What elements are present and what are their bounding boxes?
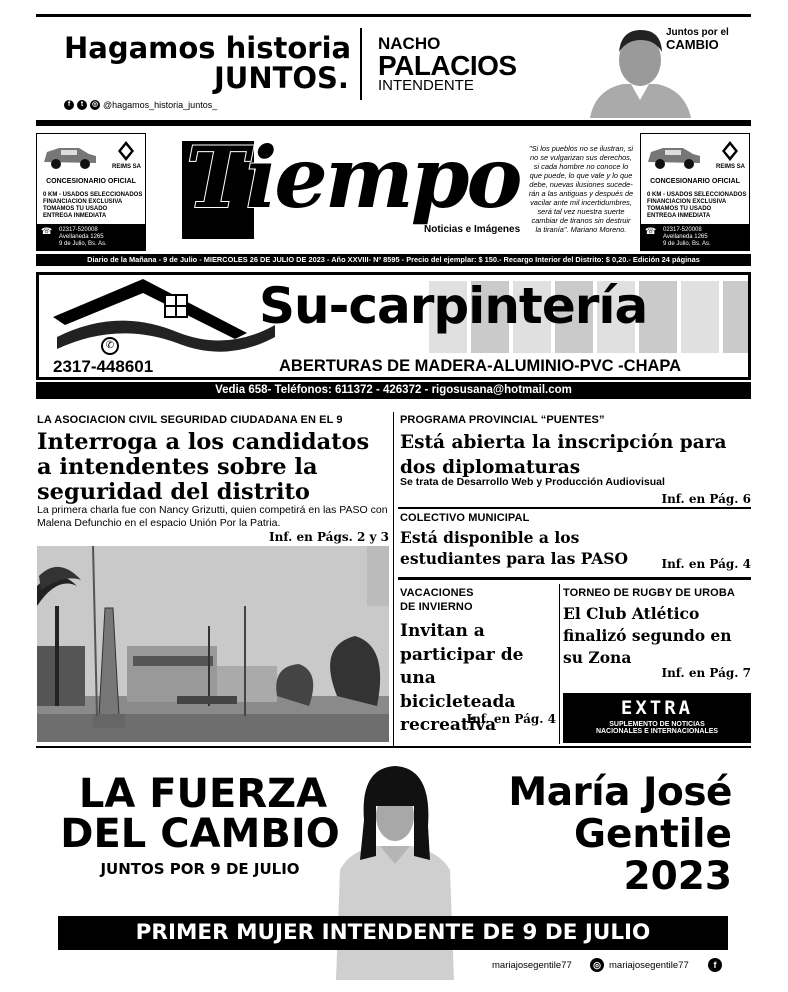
dealer-footer xyxy=(37,224,145,250)
puentes-kicker: PROGRAMA PROVINCIAL “PUENTES” xyxy=(400,414,605,426)
extra-line1: SUPLEMENTO DE NOTICIAS xyxy=(609,721,705,728)
dealer-brand: REIMS SA xyxy=(715,164,745,170)
dealer-address2: 9 de Julio, Bs. As. xyxy=(59,241,107,247)
twitter-icon: t xyxy=(77,100,87,110)
top-ad-social xyxy=(64,100,217,110)
colectivo-ref: Inf. en Pág. 4 xyxy=(661,557,751,571)
vacaciones-kicker1: VACACIONES xyxy=(400,587,474,599)
instagram-icon: ◎ xyxy=(590,958,604,972)
puentes-sub: Se trata de Desarrollo Web y Producción Audiovisual xyxy=(400,476,665,488)
dealer-list xyxy=(43,192,142,220)
top-ad-party-line2: CAMBIO xyxy=(666,37,719,52)
puentes-ref: Inf. en Pág. 6 xyxy=(661,492,751,506)
renault-logo-icon xyxy=(117,140,135,162)
bottom-ad-right-line1: María José xyxy=(508,770,732,815)
dealer-item: FINANCIACION EXCLUSIVA xyxy=(647,199,727,205)
dealer-item: 0 KM - USADOS SELECCIONADOS xyxy=(43,192,143,198)
bottom-ad-right-line3: 2023 xyxy=(623,854,732,899)
rugby-headline: El Club Atlético finalizó segundo en su Zona xyxy=(563,604,732,667)
facebook-icon: f xyxy=(64,100,74,110)
rugby-kicker: TORNEO DE RUGBY DE UROBA xyxy=(563,587,735,599)
top-rule xyxy=(36,14,751,17)
top-ad-name-line2: PALACIOS xyxy=(378,50,517,81)
bottom-ad-left-line1: LA FUERZA xyxy=(78,771,328,817)
top-ad-role: INTENDENTE xyxy=(378,77,474,94)
whatsapp-icon: ✆ xyxy=(101,337,119,355)
dealer-phone: 02317-520008 xyxy=(59,227,98,233)
car-icon xyxy=(645,140,703,170)
masthead-tagline: Noticias e Imágenes xyxy=(424,224,521,235)
dealer-phone: 02317-520008 xyxy=(663,227,702,233)
bottom-ad-banner: PRIMER MUJER INTENDENTE DE 9 DE JULIO xyxy=(58,916,728,950)
top-ad-divider xyxy=(360,28,362,100)
rugby-ref: Inf. en Pág. 7 xyxy=(661,666,751,680)
vacaciones-headline: Invitan a participar de una bicicleteada recreativa xyxy=(400,621,524,735)
top-ad-slogan-line1: Hagamos historia xyxy=(64,31,352,65)
main-headline: Interroga a los candidatos a intendentes sobre la seguridad del distrito xyxy=(37,429,370,505)
top-ad-handle: @hagamos_historia_juntos_ xyxy=(103,100,218,110)
dealer-list xyxy=(647,192,746,220)
phone-icon: ☎ xyxy=(41,226,53,236)
house-roof-icon xyxy=(47,277,277,357)
dealer-item: FINANCIACION EXCLUSIVA xyxy=(43,199,123,205)
carpinteria-phone: 2317-448601 xyxy=(53,357,154,376)
carpinteria-name: Su-carpintería xyxy=(259,277,648,335)
dateline: Diario de la Mañana - 9 de Julio - MIERCOLES 26 DE JULIO DE 2023 - Año XXVIII- Nº 8595 - Precio del ejemplar: $ 150.- Recargo Interior del Distrito: $ 0,20.- Edición 24 páginas xyxy=(36,254,751,266)
top-ad-bottom-rule xyxy=(36,120,751,126)
dealer-item: TOMAMOS TU USADO xyxy=(647,206,712,212)
extra-line2: NACIONALES E INTERNACIONALES xyxy=(595,728,719,735)
dealer-item: 0 KM - USADOS SELECCIONADOS xyxy=(647,192,747,198)
dealer-brand: REIMS SA xyxy=(111,164,141,170)
bottom-ad-left-line2: DEL CAMBIO xyxy=(60,811,340,857)
top-ad-name-line1: NACHO xyxy=(378,34,441,53)
dealer-item: TOMAMOS TU USADO xyxy=(43,206,108,212)
masthead-quote: "Si los pueblos no se ilustran, si no se vulgarizan sus derechos, si cada hombre no conoce lo que puede, lo que vale y lo que debe, nuevas ilusiones sucede-rán a las antiguas y después de vacilar ante mil incertidumbres, será tal vez nuestra suerte cambiar de tiranos sin destruir la tiranía". Mariano Moreno. xyxy=(528,144,634,234)
rule-puentes xyxy=(398,507,751,509)
dealer-address1: Avellaneda 1265 xyxy=(663,234,708,240)
dealer-item: ENTREGA INMEDIATA xyxy=(647,213,711,219)
vacaciones-kicker2: DE INVIERNO xyxy=(400,601,473,613)
dealer-item: ENTREGA INMEDIATA xyxy=(43,213,107,219)
instagram-icon: ◎ xyxy=(91,101,99,108)
main-kicker: LA ASOCIACION CIVIL SEGURIDAD CIUDADANA EN EL 9 xyxy=(37,414,343,426)
carpinteria-ad xyxy=(36,272,751,380)
extra-title: EXTRA xyxy=(620,697,694,719)
facebook-icon: f xyxy=(708,958,722,972)
bottom-ad-handle2: mariajosegentile77 xyxy=(609,960,689,971)
vacaciones-ref: Inf. en Pág. 4 xyxy=(466,712,556,726)
masthead-logo: Tiempo xyxy=(186,128,520,227)
dealer-footer xyxy=(641,224,749,250)
phone-icon: ☎ xyxy=(645,226,657,236)
colectivo-headline: Está disponible a los estudiantes para las PASO xyxy=(400,528,628,568)
bottom-ad-right-line2: Gentile xyxy=(573,812,732,857)
renault-logo-icon xyxy=(721,140,739,162)
vertical-rule xyxy=(393,412,394,746)
puentes-headline: Está abierta la inscripción para dos diplomaturas xyxy=(400,432,727,478)
section-rule xyxy=(36,746,751,748)
vertical-rule-2 xyxy=(559,584,560,744)
dealer-ad-left xyxy=(36,133,146,251)
top-ad-party-line1: Juntos por el xyxy=(666,27,729,38)
bottom-ad-left-sub: JUNTOS POR 9 DE JULIO xyxy=(100,860,300,878)
dealer-title: CONCESIONARIO OFICIAL xyxy=(46,178,136,185)
colectivo-kicker: COLECTIVO MUNICIPAL xyxy=(400,512,530,524)
dealer-address2: 9 de Julio, Bs. As. xyxy=(663,241,711,247)
plaza-photo xyxy=(37,546,389,742)
bottom-ad-handle1: mariajosegentile77 xyxy=(492,960,572,971)
carpinteria-contact: Vedia 658- Teléfonos: 611372 - 426372 - rigosusana@hotmail.com xyxy=(36,382,751,399)
top-ad-slogan-line2: JUNTOS. xyxy=(214,61,349,95)
extra-box xyxy=(563,693,751,743)
dealer-title: CONCESIONARIO OFICIAL xyxy=(650,178,740,185)
main-body: La primera charla fue con Nancy Grizutti, quien competirá en las PASO con Malena Defunchio en el espacio Unión Por la Patria. xyxy=(37,504,388,529)
main-ref: Inf. en Págs. 2 y 3 xyxy=(269,530,389,544)
rule-colectivo xyxy=(398,577,751,580)
dealer-address1: Avellaneda 1265 xyxy=(59,234,104,240)
dealer-ad-right xyxy=(640,133,750,251)
carpinteria-subtitle: ABERTURAS DE MADERA-ALUMINIO-PVC -CHAPA xyxy=(279,357,682,375)
car-icon xyxy=(41,140,99,170)
